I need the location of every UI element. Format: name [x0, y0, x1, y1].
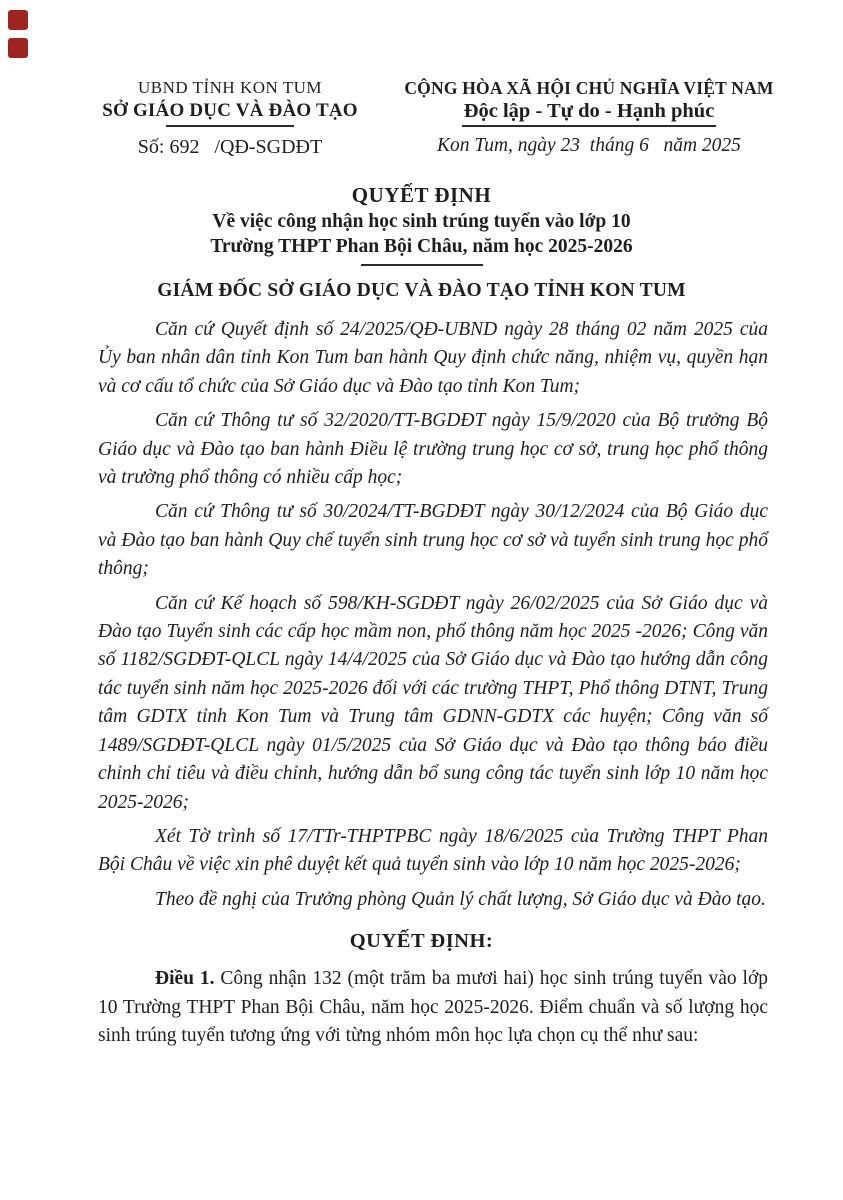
preamble-paragraph: Căn cứ Quyết định số 24/2025/QĐ-UBND ngày 28 tháng 02 năm 2025 của Ủy ban nhân dân tỉnh Kon Tum ban hành Quy định chức năng, nhiệm vụ, quyền hạn và cơ cấu tổ chức của Sở Giáo dục và Đào tạo tỉnh Kon Tum;: [98, 319, 768, 397]
preamble-paragraph: Xét Tờ trình số 17/TTr-THPTPBC ngày 18/6/2025 của Trường THPT Phan Bội Châu về việc xin phê duyệt kết quả tuyển sinh vào lớp 10 năm học 2025-2026;: [98, 825, 768, 876]
deciding-authority: GIÁM ĐỐC SỞ GIÁO DỤC VÀ ĐÀO TẠO TỈNH KON TUM: [157, 280, 686, 301]
article-1-text: Công nhận 132 (một trăm ba mươi hai) học sinh trúng tuyển vào lớp 10 Trường THPT Phan Bội Châu, năm học 2025-2026. Điểm chuẩn và số lượng học sinh trúng tuyển tương ứng với từng nhóm môn học lựa chọn cụ thể như sau:: [98, 968, 769, 1046]
article-1-label: Điều 1.: [155, 968, 215, 990]
national-motto: Độc lập - Tự do - Hạnh phúc: [462, 100, 717, 127]
document-title-block: [0, 183, 843, 302]
agency-underline: [166, 125, 294, 127]
preamble-section: [98, 316, 768, 914]
document-subtitle-line1: Về việc công nhận học sinh trúng tuyển vào lớp 10: [212, 211, 631, 232]
preamble-paragraph: Căn cứ Thông tư số 32/2020/TT-BGDĐT ngày 15/9/2020 của Bộ trưởng Bộ Giáo dục và Đào tạo ban hành Điều lệ trường trung học cơ sở, trung học phổ thông và trường phổ thông có nhiều cấp học;: [98, 410, 768, 489]
preamble-paragraph: Căn cứ Kế hoạch số 598/KH-SGDĐT ngày 26/02/2025 của Sở Giáo dục và Đào tạo Tuyển sinh các cấp học mầm non, phổ thông năm học 2025 -2026; Công văn số 1182/SGDĐT-QLCL ngày 14/4/2025 của Sở Giáo dục và Đào tạo hướng dẫn công tác tuyển sinh năm học 2025-2026 đối với các trường THPT, Phổ thông DTNT, Trung tâm GDTX tỉnh Kon Tum và Trung tâm GDNN-GDTX các huyện; Công văn số 1489/SGDĐT-QLCL ngày 01/5/2025 của Sở Giáo dục và Đào tạo thông báo điều chỉnh chỉ tiêu và điều chỉnh, hướng dẫn bổ sung công tác tuyển sinh lớp 10 năm học 2025-2026;: [98, 592, 768, 813]
agency-name: SỞ GIÁO DỤC VÀ ĐÀO TẠO: [102, 100, 358, 121]
preamble-paragraph: Căn cứ Thông tư số 30/2024/TT-BGDĐT ngày 30/12/2024 của Bộ Giáo dục và Đào tạo ban hành Quy chế tuyển sinh trung học cơ sở và tuyển sinh trung học phổ thông;: [98, 501, 768, 580]
document-title: QUYẾT ĐỊNH: [351, 183, 492, 207]
agency-parent-name: UBND TỈNH KON TUM: [137, 78, 322, 97]
place-date-line: Kon Tum, ngày 23 tháng 6 năm 2025: [437, 135, 741, 156]
national-motto-block: [385, 78, 793, 159]
national-title: CỘNG HÒA XÃ HỘI CHỦ NGHĨA VIỆT NAM: [404, 78, 774, 98]
document-subtitle-line2: Trường THPT Phan Bội Châu, năm học 2025-2026: [210, 236, 633, 257]
red-corner-mark-bottom: [8, 38, 28, 58]
preamble-paragraph: Theo đề nghị của Trưởng phòng Quản lý chất lượng, Sở Giáo dục và Đào tạo.: [155, 888, 766, 910]
article-1-paragraph: [98, 965, 768, 1050]
issuing-agency-block: [75, 78, 385, 159]
document-number: Số: 692 /QĐ-SGDĐT: [137, 136, 323, 158]
article-1-section: [98, 965, 768, 1050]
red-corner-mark-top: [8, 10, 28, 30]
title-underline: [361, 264, 483, 266]
decision-heading: QUYẾT ĐỊNH:: [349, 930, 494, 953]
document-header: [0, 0, 843, 159]
